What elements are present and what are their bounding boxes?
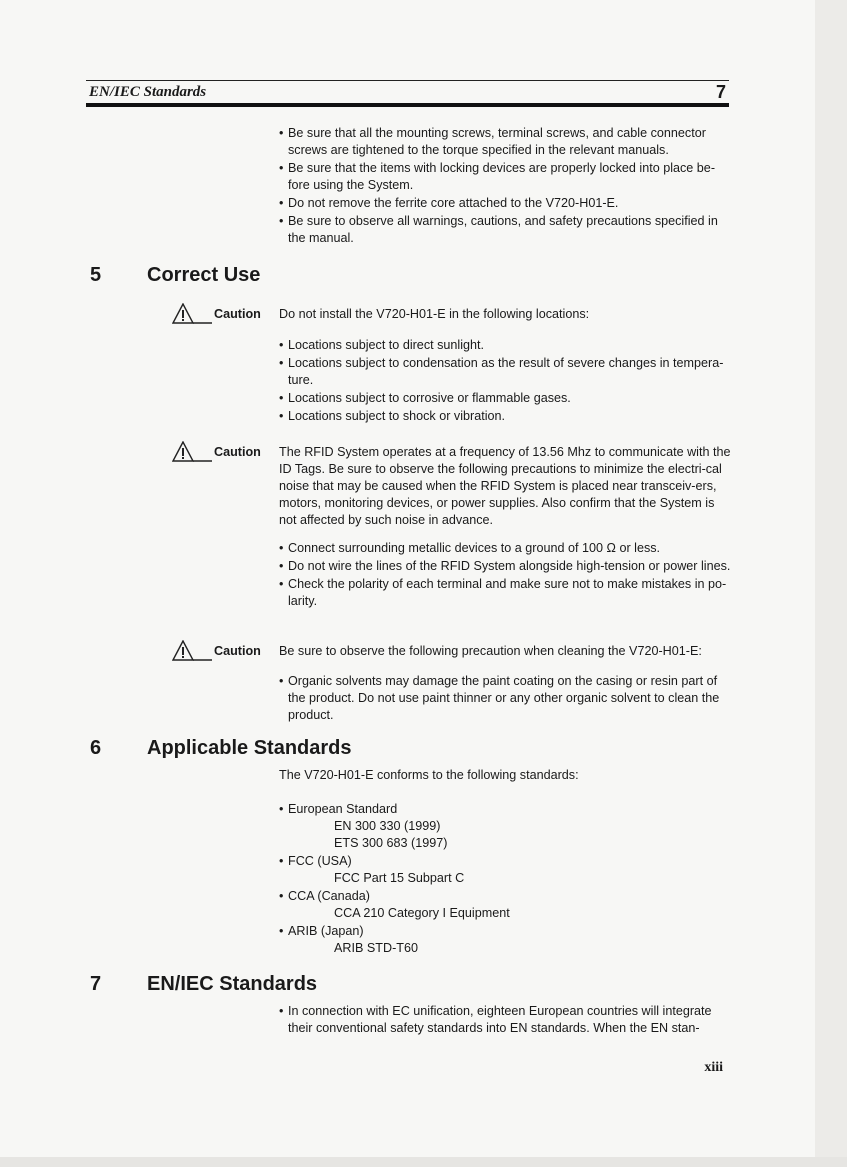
standard-item: CCA 210 Category I Equipment (334, 906, 510, 920)
warning-triangle-icon (172, 441, 212, 463)
list-item: • Locations subject to direct sunlight. (279, 337, 731, 354)
list-item: • Do not remove the ferrite core attached to the V720-H01-E. (279, 195, 731, 212)
section-5-number: 5 (90, 264, 102, 286)
list-item: • Be sure to observe all warnings, cautions, and safety precautions specified in the manual. (279, 213, 731, 247)
header-rule-top (86, 80, 729, 81)
standard-label: • European Standard (288, 802, 398, 816)
paragraph: Do not install the V720-H01-E in the following locations: (279, 307, 590, 321)
standards-list (279, 801, 731, 958)
section-6-title: Applicable Standards (147, 737, 352, 759)
list-item: • Check the polarity of each terminal and make sure not to make mistakes in po-larity. (279, 576, 731, 610)
header-title: EN/IEC Standards (89, 84, 207, 100)
list-item: • Do not wire the lines of the RFID System alongside high-tension or power lines. (279, 558, 731, 575)
section-7-title: EN/IEC Standards (147, 973, 318, 995)
standard-item: ARIB STD-T60 (334, 941, 418, 955)
standard-label: • ARIB (Japan) (288, 924, 364, 938)
header-page-number: 7 (715, 82, 726, 102)
scan-edge (815, 0, 847, 1167)
list-item: • Locations subject to condensation as the result of severe changes in tempera-ture. (279, 355, 731, 389)
list-item: • Be sure that all the mounting screws, terminal screws, and cable connector screws are tightened to the torque specified in the relevant manuals. (279, 125, 731, 159)
section-5-title: Correct Use (147, 264, 261, 286)
list-item (279, 853, 731, 887)
list-item (279, 923, 731, 957)
caution-1-text (279, 306, 731, 323)
list-item: • Connect surrounding metallic devices to a ground of 100 Ω or less. (279, 540, 731, 557)
standard-item: EN 300 330 (1999) (334, 819, 441, 833)
paragraph: The RFID System operates at a frequency of 13.56 Mhz to communicate with the ID Tags. Be sure to observe the following precautions to minimize the electri-cal noise that may be caused when the RFID System is placed near transceiv-ers, motors, monitoring devices, or power supplies. Also confirm that the System is not affected by such noise in advance. (279, 445, 731, 527)
standards-intro (279, 767, 731, 784)
caution-2-list (279, 540, 731, 611)
section-6-number: 6 (90, 737, 102, 759)
standard-item: FCC Part 15 Subpart C (334, 871, 465, 885)
list-item: • Organic solvents may damage the paint coating on the casing or resin part of the product. Do not use paint thinner or any other organic solvent to clean the product. (279, 673, 731, 724)
section-7-number: 7 (90, 973, 102, 995)
en-iec-list (279, 1003, 731, 1038)
warning-triangle-icon (172, 303, 212, 325)
list-item (279, 801, 731, 852)
document-page: EN/IEC Standards 7 • Be sure that all the mounting screws, terminal screws, and cable connector screws are tightened to the torque specified in the relevant manuals. • Be sure that the items with locking devices are properly locked into place be-fore using the System. • Do not remove the ferrite core attached to the V720-H01-E. • Be sure to observe all warnings, cautions, and safety precautions specified in the manual. 5 Correct Use Caution Do not install the V720-H01-E in the following locations: • Locations subject to direct sunlight. • Locations subject to condensation as the result of severe changes in tempera-ture. • Locations subject to corrosive or flammable gases. • Locations subject to shock or vibration. Caution The RFID System operates at a frequency of 13.56 Mhz to communicate with the ID Tags. Be sure to observe the following precautions to minimize the electri-cal noise that may be caused when the RFID System is placed near transceiv-ers, motors, monitoring devices, or power supplies. Also confirm that the System is not affected by such noise in advance. • Connect surrounding metallic devices to a ground of 100 Ω or less. • Do not wire the lines of the RFID System alongside high-tension or power lines. • Check the polarity of each terminal and make sure not to make mistakes in po-larity. Caution Be sure to observe the following precaution when cleaning the V720-H01-E: • Organic solvents may damage the paint coating on the casing or resin part of the product. Do not use paint thinner or any other organic solvent to clean the product. 6 Applicable Standards The V720-H01-E conforms to the following standards: • European Standard EN 300 330 (1999) ETS 300 683 (1997) • FCC (USA) FCC Part 15 Subpart C • CCA (Canada) CCA 210 Category I Equipment • ARIB (Japan) ARIB STD-T60 7 EN/IEC Standards • In connection with EC unification, eighteen European countries will integrate their conventional safety standards into EN standards. When the EN stan- xiii (0, 0, 847, 1167)
caution-3-list (279, 673, 731, 725)
list-item: • In connection with EC unification, eighteen European countries will integrate their conventional safety standards into EN standards. When the EN stan- (279, 1003, 731, 1037)
caution-3-text (279, 643, 731, 660)
caution-2-text (279, 444, 731, 529)
list-item: • Locations subject to shock or vibration. (279, 408, 731, 425)
header-rule-bottom (86, 103, 729, 107)
list-item: • Be sure that the items with locking devices are properly locked into place be-fore using the System. (279, 160, 731, 194)
warning-triangle-icon (172, 640, 212, 662)
footer-page-number: xiii (704, 1060, 723, 1075)
standard-item: ETS 300 683 (1997) (334, 836, 448, 850)
caution-1-list (279, 337, 731, 426)
paragraph: Be sure to observe the following precaution when cleaning the V720-H01-E: (279, 644, 702, 658)
list-item: • Locations subject to corrosive or flammable gases. (279, 390, 731, 407)
paragraph: The V720-H01-E conforms to the following standards: (279, 768, 579, 782)
standard-label: • FCC (USA) (288, 854, 352, 868)
top-bullet-list (279, 125, 731, 248)
list-item (279, 888, 731, 922)
scan-bottom-edge (0, 1157, 847, 1167)
running-header (86, 82, 729, 104)
standard-label: • CCA (Canada) (288, 889, 370, 903)
